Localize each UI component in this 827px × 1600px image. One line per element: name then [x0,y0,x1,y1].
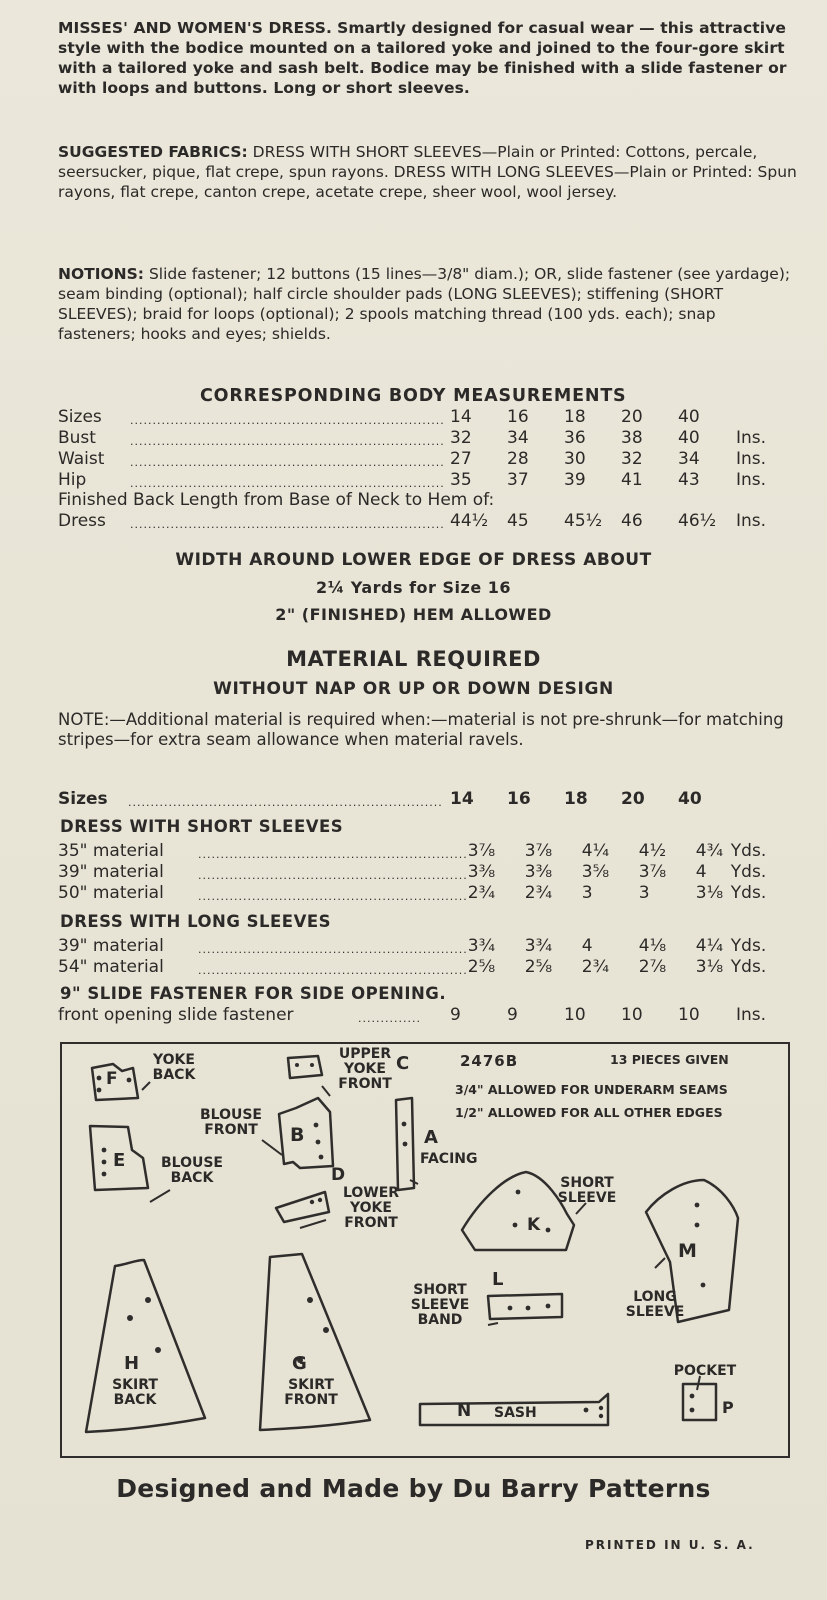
seam-allowance-underarm: 3/4" ALLOWED FOR UNDERARM SEAMS [455,1082,728,1097]
label-facing: FACING [420,1151,478,1167]
pattern-title: MISSES' AND WOMEN'S DRESS. [58,19,333,37]
long-sleeves-title: DRESS WITH LONG SLEEVES [60,912,332,931]
leader-dots: .............. [358,1012,421,1025]
label-pocket: POCKET [673,1363,737,1379]
letter-e: E [113,1150,126,1171]
table-cell: 18 [564,407,586,427]
table-cell: 3 [581,883,593,903]
table-cell: 3⅛ [695,957,724,977]
label-short-sleeve-band: SHORT SLEEVE BAND [410,1282,470,1328]
table-cell: 2⅞ [638,957,667,977]
leader-dots: ...................................................................... [130,456,445,469]
table-cell: 10 [621,1005,643,1025]
table-cell: 34 [507,428,529,448]
table-cell: 27 [450,449,472,469]
table-cell: 16 [507,407,529,427]
row-label: Sizes [58,407,102,427]
pattern-number: 2476B [460,1052,519,1070]
table-cell: 20 [621,407,643,427]
row-label: front opening slide fastener [58,1005,294,1025]
row-label: Dress [58,511,106,531]
printed-in: PRINTED IN U. S. A. [585,1538,755,1552]
table-cell: 2⅝ [524,957,553,977]
short-sleeves-title: DRESS WITH SHORT SLEEVES [60,817,344,836]
leader-dots: ...................................................................... [130,414,445,427]
table-cell: 4½ [638,841,667,861]
table-cell: 40 [678,789,702,809]
width-line2: 2¼ Yards for Size 16 [315,578,512,597]
notions-label: NOTIONS: [58,265,144,283]
table-cell: 32 [621,449,643,469]
table-cell: 2¾ [581,957,610,977]
label-short-sleeve: SHORT SLEEVE [557,1175,617,1206]
table-cell: 32 [450,428,472,448]
table-cell: 45½ [564,511,603,531]
table-cell: 18 [564,789,588,809]
letter-n: N [457,1401,472,1421]
table-cell: 4¼ [695,936,724,956]
unit-cell: Yds. [730,957,767,977]
table-cell: 10 [678,1005,700,1025]
letter-l: L [492,1269,504,1290]
unit-cell: Yds. [730,862,767,882]
designer-credit: Designed and Made by Du Barry Patterns [116,1474,711,1503]
unit-cell: Ins. [736,449,767,469]
table-cell: 3⅞ [467,841,496,861]
table-cell: 3⅞ [638,862,667,882]
width-line1: WIDTH AROUND LOWER EDGE OF DRESS ABOUT [175,550,652,570]
row-label: Waist [58,449,105,469]
table-cell: 3¾ [467,936,496,956]
material-note: NOTE:—Additional material is required when:—material is not pre-shrunk—for matching stripes—for extra seam allowance when material ravels. [58,710,784,749]
row-label: 50" material [58,883,164,903]
letter-g: G [292,1353,307,1374]
table-cell: 37 [507,470,529,490]
piece-d-lower-yoke [276,1192,329,1222]
table-cell: 4 [695,862,707,882]
notions-text: Slide fastener; 12 buttons (15 lines—3/8" diam.); OR, slide fastener (see yardage); seam binding (optional); half circle shoulder pads (LONG SLEEVES); stiffening (SHORT SLEEVES); braid for loops (optional); 2 spools matching thread (100 yds. each); snap fasteners; hooks and eyes; shields. [58,265,791,343]
label-skirt-back: SKIRT BACK [112,1377,158,1408]
seam-allowance-other: 1/2" ALLOWED FOR ALL OTHER EDGES [455,1105,723,1120]
table-cell: 9 [450,1005,461,1025]
fabrics-text: DRESS WITH SHORT SLEEVES—Plain or Printed: Cottons, percale, seersucker, pique, flat crepe, spun rayons. DRESS WITH LONG SLEEVES—Plain or Printed: Spun rayons, flat crepe, canton crepe, acetate crepe, sheer wool, wool jersey. [58,143,797,201]
row-label: Bust [58,428,96,448]
material-title: MATERIAL REQUIRED [286,647,541,671]
letter-k: K [527,1215,541,1235]
row-label: 39" material [58,936,164,956]
row-label: 35" material [58,841,164,861]
table-cell: 3⅞ [524,841,553,861]
unit-cell: Ins. [736,1005,767,1025]
label-yoke-back: YOKE BACK [152,1052,196,1083]
table-cell: 44½ [450,511,489,531]
leader-dots: ...................................................................... [130,518,445,531]
table-cell: 3 [638,883,650,903]
letter-a: A [424,1127,438,1148]
table-cell: 45 [507,511,529,531]
table-cell: 4⅛ [638,936,667,956]
letter-c: C [396,1053,410,1074]
unit-cell: Ins. [736,470,767,490]
table-cell: 16 [507,789,531,809]
table-cell: 46 [621,511,643,531]
letter-f: F [106,1069,118,1089]
label-blouse-back: BLOUSE BACK [160,1155,223,1186]
fabrics-label: SUGGESTED FABRICS: [58,143,248,161]
row-label: Sizes [58,789,108,809]
table-cell: 14 [450,789,474,809]
table-cell: 36 [564,428,586,448]
table-cell: 9 [507,1005,518,1025]
table-cell: 28 [507,449,529,469]
table-cell: 2¾ [524,883,553,903]
table-cell: 3⅜ [524,862,553,882]
unit-cell: Yds. [730,883,767,903]
label-skirt-front: SKIRT FRONT [284,1377,338,1408]
leader-dots: ............................................................ [198,848,468,861]
table-cell: 30 [564,449,586,469]
leader-dots: ............................................................ [198,869,468,882]
piece-b-blouse-front [279,1098,333,1168]
piece-c-upper-yoke [288,1056,322,1078]
unit-cell: Yds. [730,841,767,861]
row-label: 54" material [58,957,164,977]
table-cell: 39 [564,470,586,490]
table-cell: 3⅛ [695,883,724,903]
description-text: Smartly designed for casual wear — this attractive style with the bodice mounted on a tailored yoke and joined to the four-gore skirt with a tailored yoke and sash belt. Bodice may be finished with a slide fastener or with loops and buttons. Long or short sleeves. [58,19,787,97]
row-label: Hip [58,470,87,490]
table-cell: 4 [581,936,593,956]
piece-l-sleeve-band [488,1294,562,1319]
letter-p: P [722,1398,734,1417]
table-cell: 40 [678,428,700,448]
label-long-sleeve: LONG SLEEVE [625,1289,685,1320]
table-cell: 43 [678,470,700,490]
table-cell: 34 [678,449,700,469]
leader-dots: ............................................................ [198,943,468,956]
table-cell: 40 [678,407,700,427]
table-cell: 2¾ [467,883,496,903]
unit-cell: Ins. [736,428,767,448]
table-cell: 41 [621,470,643,490]
label-sash: SASH [494,1405,537,1421]
pieces-count: 13 PIECES GIVEN [610,1052,729,1067]
material-subtitle: WITHOUT NAP OR UP OR DOWN DESIGN [213,679,614,699]
fastener-title: 9" SLIDE FASTENER FOR SIDE OPENING. [60,984,447,1003]
table-cell: 4¾ [695,841,724,861]
letter-b: B [290,1124,305,1146]
width-line3: 2" (FINISHED) HEM ALLOWED [275,605,552,624]
body-measurements-title: CORRESPONDING BODY MEASUREMENTS [200,386,627,406]
table-cell: 14 [450,407,472,427]
table-cell: 3⅜ [467,862,496,882]
leader-dots: ...................................................................... [128,796,443,809]
table-cell: 3¾ [524,936,553,956]
leader-dots: ...................................................................... [130,435,445,448]
table-cell: 2⅝ [467,957,496,977]
label-blouse-front: BLOUSE FRONT [199,1107,262,1138]
table-cell: 20 [621,789,645,809]
letter-d: D [331,1165,346,1185]
label-upper-yoke-front: UPPER YOKE FRONT [338,1046,392,1092]
table-cell: 10 [564,1005,586,1025]
leader-dots: ............................................................ [198,964,468,977]
leader-dots: ............................................................ [198,890,468,903]
piece-p-pocket [683,1384,716,1420]
table-cell: 3⅝ [581,862,610,882]
table-cell: 46½ [678,511,717,531]
row-label: 39" material [58,862,164,882]
back-length-note: Finished Back Length from Base of Neck to Hem of: [58,490,495,510]
table-cell: 38 [621,428,643,448]
table-cell: 35 [450,470,472,490]
letter-h: H [124,1353,140,1374]
table-cell: 4¼ [581,841,610,861]
leader-dots: ...................................................................... [130,477,445,490]
label-lower-yoke-front: LOWER YOKE FRONT [342,1185,400,1231]
unit-cell: Yds. [730,936,767,956]
unit-cell: Ins. [736,511,767,531]
letter-m: M [678,1240,697,1262]
